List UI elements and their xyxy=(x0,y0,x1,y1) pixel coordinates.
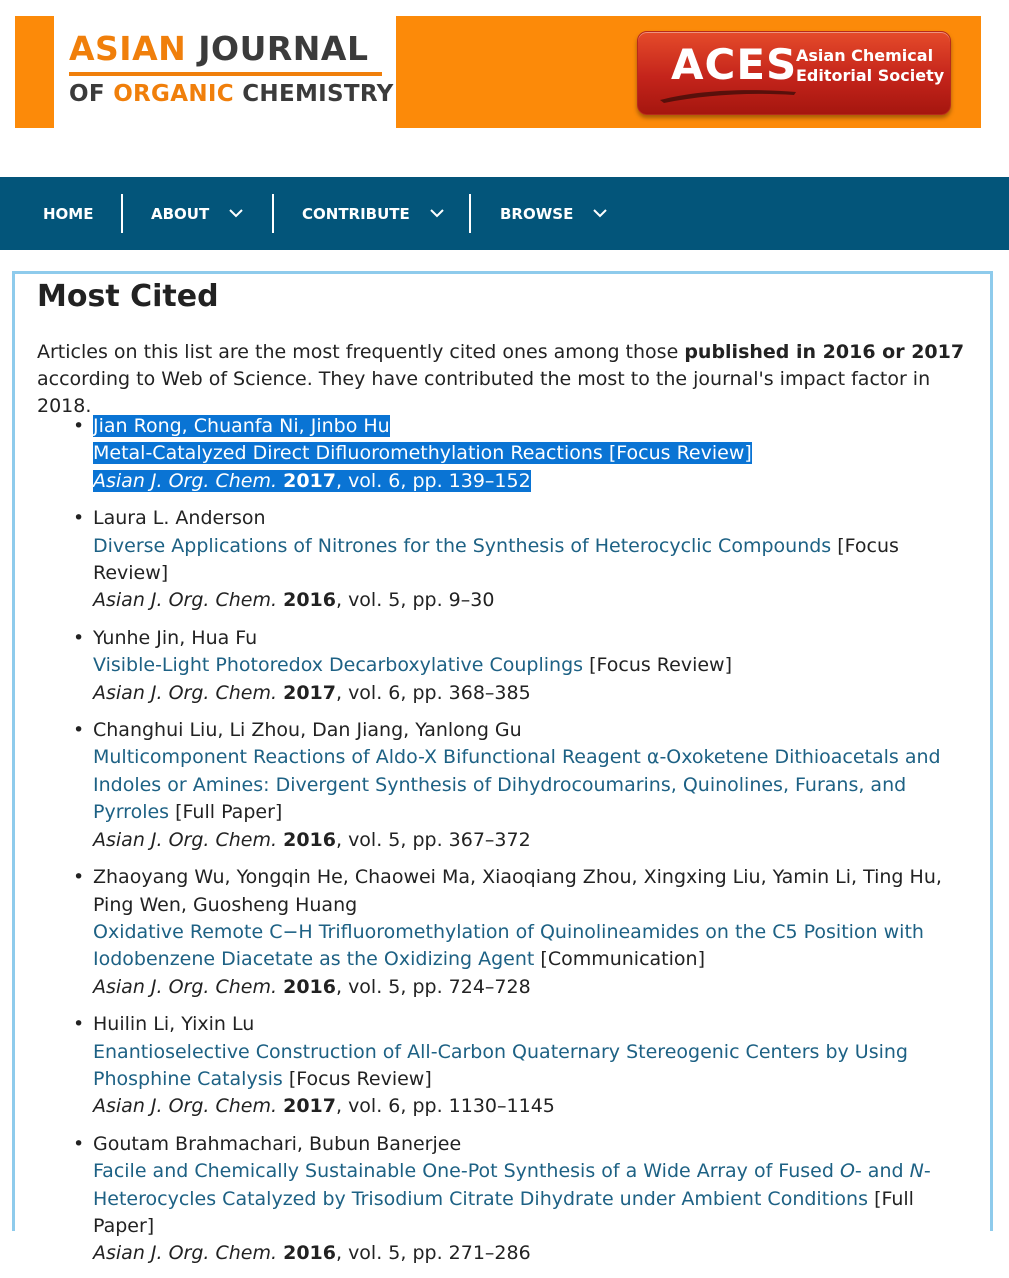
chevron-down-icon xyxy=(593,209,607,218)
article-title-link[interactable]: Diverse Applications of Nitrones for the Synthesis of Heterocyclic Compounds xyxy=(93,534,832,557)
article-title-italic: O xyxy=(839,1160,855,1183)
article-type: [Focus Review] xyxy=(93,534,899,585)
aces-mark: ACES xyxy=(671,40,798,89)
nav-about[interactable] xyxy=(151,177,243,250)
article-details: , vol. 5, pp. 271–286 xyxy=(335,1242,531,1265)
article-list xyxy=(37,413,977,1278)
article-authors: Jian Rong, Chuanfa Ni, Jinbo Hu xyxy=(93,415,390,437)
journal-logo[interactable] xyxy=(54,16,396,128)
article-year: 2017 xyxy=(283,469,336,492)
article-title-link[interactable]: Metal-Catalyzed Direct Difluoromethylation Reactions xyxy=(93,442,603,465)
article-year: 2016 xyxy=(283,1242,336,1265)
logo-word-asian: ASIAN xyxy=(69,29,187,68)
page-title: Most Cited xyxy=(37,279,219,314)
logo-word-journal: JOURNAL xyxy=(198,29,369,68)
logo-rule xyxy=(69,72,382,76)
list-item xyxy=(37,717,977,854)
article-details: , vol. 5, pp. 367–372 xyxy=(335,828,531,851)
article-title-part: -Heterocycles Catalyzed by Trisodium Citrate Dihydrate under Ambient Conditions xyxy=(93,1160,931,1210)
nav-browse-label: BROWSE xyxy=(500,204,574,223)
article-journal: Asian J. Org. Chem. xyxy=(93,681,278,704)
nav-home-label: HOME xyxy=(43,204,94,223)
header-banner xyxy=(15,16,981,128)
article-title-link[interactable] xyxy=(93,1160,931,1209)
article-details: , vol. 5, pp. 9–30 xyxy=(335,589,495,612)
article-details: , vol. 5, pp. 724–728 xyxy=(335,975,531,998)
article-details: , vol. 6, pp. 368–385 xyxy=(335,681,531,704)
nav-home[interactable] xyxy=(43,177,93,250)
logo-word-chemistry: CHEMISTRY xyxy=(242,81,394,107)
article-year: 2016 xyxy=(283,828,336,851)
logo-word-organic: ORGANIC xyxy=(113,81,234,107)
article-type: [Focus Review] xyxy=(589,654,732,677)
logo-word-of: OF xyxy=(69,81,105,107)
nav-divider xyxy=(469,194,471,233)
article-details: , vol. 6, pp. 139–152 xyxy=(335,469,531,492)
logo-title-line2 xyxy=(69,83,394,106)
article-type: [Full Paper] xyxy=(93,1187,914,1237)
article-authors: • Changhui Liu, Li Zhou, Dan Jiang, Yanlong Gu xyxy=(93,719,522,742)
main-nav xyxy=(0,177,1009,250)
nav-contribute[interactable] xyxy=(302,177,444,250)
chevron-down-icon xyxy=(430,209,444,218)
nav-divider xyxy=(272,194,274,233)
article-title-link[interactable]: Visible-Light Photoredox Decarboxylative Couplings xyxy=(93,654,584,677)
list-item xyxy=(37,505,977,615)
article-authors: • Zhaoyang Wu, Yongqin He, Chaowei Ma, Xiaoqiang Zhou, Xingxing Liu, Yamin Li, Ting Hu, Ping Wen, Guosheng Huang xyxy=(93,866,942,916)
intro-text-part: according to Web of Science. They have contributed the most to the journal's impact factor in 2018. xyxy=(37,368,931,417)
article-year: 2016 xyxy=(283,589,336,612)
article-journal: Asian J. Org. Chem. xyxy=(93,975,278,998)
article-title-part: - and xyxy=(854,1160,910,1183)
logo-title-line1 xyxy=(69,29,369,68)
article-type: [Full Paper] xyxy=(175,801,283,824)
chevron-down-icon xyxy=(229,209,243,218)
aces-name-line1: Asian Chemical xyxy=(796,46,934,65)
article-title-part: Facile and Chemically Sustainable One-Pot Synthesis of a Wide Array of Fused xyxy=(93,1160,840,1183)
nav-contribute-label: CONTRIBUTE xyxy=(302,204,410,223)
article-journal: Asian J. Org. Chem. xyxy=(93,589,278,612)
article-authors: • Goutam Brahmachari, Bubun Banerjee xyxy=(93,1132,462,1155)
list-item xyxy=(37,413,977,495)
list-item xyxy=(37,1131,977,1268)
article-journal: Asian J. Org. Chem. xyxy=(93,1242,278,1265)
article-type: [Communication] xyxy=(540,948,705,971)
list-item xyxy=(37,864,977,1001)
aces-society-logo[interactable] xyxy=(637,31,951,115)
intro-text xyxy=(37,339,967,420)
article-title-link[interactable]: Enantioselective Construction of All-Carbon Quaternary Stereogenic Centers by Using Phosphine Catalysis xyxy=(93,1040,908,1090)
nav-divider xyxy=(121,194,123,233)
article-details: , vol. 6, pp. 1130–1145 xyxy=(335,1095,555,1118)
list-item xyxy=(37,1011,977,1121)
article-year: 2017 xyxy=(283,681,336,704)
list-item xyxy=(37,625,977,707)
intro-text-bold: published in 2016 or 2017 xyxy=(684,341,965,363)
article-type: [Focus Review] xyxy=(608,442,752,465)
nav-browse[interactable] xyxy=(500,177,607,250)
article-journal: Asian J. Org. Chem. xyxy=(93,1095,278,1118)
intro-text-part: Articles on this list are the most frequently cited ones among those xyxy=(37,341,685,363)
aces-swoosh-icon xyxy=(658,86,798,104)
article-type: [Focus Review] xyxy=(288,1067,432,1090)
content-panel xyxy=(12,271,993,1265)
aces-name-line2: Editorial Society xyxy=(796,66,945,85)
article-title-italic: N xyxy=(909,1160,924,1183)
article-authors: • Huilin Li, Yixin Lu xyxy=(93,1013,255,1036)
article-journal: Asian J. Org. Chem. xyxy=(93,828,278,851)
article-title-link[interactable]: Multicomponent Reactions of Aldo-X Bifunctional Reagent α-Oxoketene Dithioacetals and Indoles or Amines: Divergent Synthesis of Dihydrocoumarins, Quinolines, Furans, and Pyrroles xyxy=(93,746,941,824)
article-journal: Asian J. Org. Chem. xyxy=(93,469,278,492)
article-authors: • Laura L. Anderson xyxy=(93,507,266,530)
nav-about-label: ABOUT xyxy=(151,204,210,223)
article-authors: • Yunhe Jin, Hua Fu xyxy=(93,626,258,649)
article-title-link[interactable]: Oxidative Remote C−H Trifluoromethylation of Quinolineamides on the C5 Position with Iodobenzene Diacetate as the Oxidizing Agent xyxy=(93,920,924,971)
article-year: 2016 xyxy=(283,975,336,998)
aces-society-name xyxy=(796,46,944,86)
article-year: 2017 xyxy=(283,1095,336,1118)
